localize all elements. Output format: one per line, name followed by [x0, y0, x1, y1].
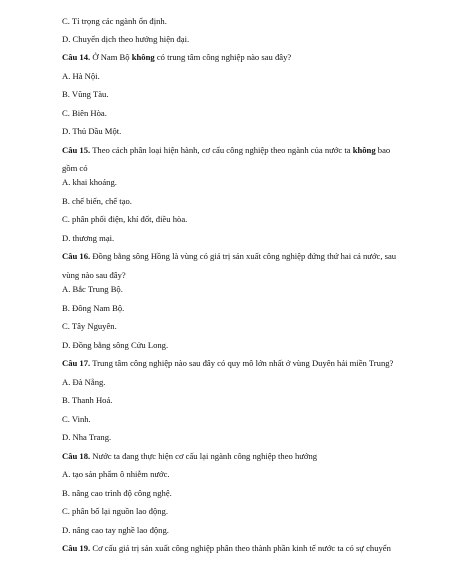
question-text: Nước ta đang thực hiện cơ cấu lại ngành công nghiệp theo hướng	[92, 451, 318, 461]
question-17	[62, 358, 412, 369]
option-d: D. Nha Trang.	[62, 432, 112, 442]
option-c: C. Tây Nguyên.	[62, 321, 117, 331]
question-14	[62, 52, 412, 63]
option-c: C. Tỉ trọng các ngành ổn định.	[62, 16, 167, 26]
option-c: C. phân phối điện, khí đốt, điều hòa.	[62, 214, 188, 224]
question-text-continued: vùng nào sau đây?	[62, 270, 126, 280]
option-b: B. Đông Nam Bộ.	[62, 303, 125, 313]
option-c: C. Biên Hòa.	[62, 108, 107, 118]
question-15	[62, 145, 412, 156]
question-label: Câu 17.	[62, 358, 91, 368]
option-d: D. thương mại.	[62, 233, 115, 243]
question-text: Ở Nam Bộ	[92, 52, 130, 62]
option-a: A. Đà Nẵng.	[62, 377, 106, 387]
question-text: Trung tâm công nghiệp nào sau đây có quy mô lớn nhất ở vùng Duyên hải miền Trung?	[92, 358, 394, 368]
question-text: bao	[377, 145, 391, 155]
question-label: Câu 19.	[62, 543, 91, 553]
option-b: B. Thanh Hoá.	[62, 395, 113, 405]
question-18	[62, 451, 412, 462]
option-d: D. Thủ Dầu Một.	[62, 126, 122, 136]
question-text: có trung tâm công nghiệp nào sau đây?	[156, 52, 292, 62]
question-19	[62, 543, 412, 554]
option-a: A. Hà Nội.	[62, 71, 100, 81]
question-label: Câu 15.	[62, 145, 91, 155]
option-b: B. chế biến, chế tạo.	[62, 196, 132, 206]
option-d: D. Đồng bằng sông Cửu Long.	[62, 340, 169, 350]
option-c: C. Vinh.	[62, 414, 91, 424]
option-b: B. Vũng Tàu.	[62, 89, 109, 99]
question-label: Câu 18.	[62, 451, 91, 461]
question-text: Theo cách phân loại hiện hành, cơ cấu công nghiệp theo ngành của nước ta	[92, 145, 351, 155]
option-a: A. Bắc Trung Bộ.	[62, 284, 123, 294]
question-text: Cơ cấu giá trị sản xuất công nghiệp phân theo thành phần kinh tế nước ta có sự chuyển	[92, 543, 391, 553]
question-label: Câu 14.	[62, 52, 91, 62]
question-text-continued: gồm có	[62, 163, 88, 173]
question-emphasis: không	[352, 145, 376, 155]
option-b: B. nâng cao trình độ công nghệ.	[62, 488, 172, 498]
option-d: D. nâng cao tay nghề lao động.	[62, 525, 169, 535]
question-text: Đồng bằng sông Hồng là vùng có giá trị sản xuất công nghiệp đứng thứ hai cả nước, sau	[92, 251, 397, 261]
option-a: A. tạo sản phẩm ô nhiễm nước.	[62, 469, 170, 479]
question-16	[62, 251, 412, 262]
option-a: A. khai khoáng.	[62, 177, 117, 187]
question-label: Câu 16.	[62, 251, 91, 261]
question-emphasis: không	[131, 52, 155, 62]
option-d: D. Chuyển dịch theo hướng hiện đại.	[62, 34, 190, 44]
option-c: C. phân bố lại nguồn lao động.	[62, 506, 168, 516]
